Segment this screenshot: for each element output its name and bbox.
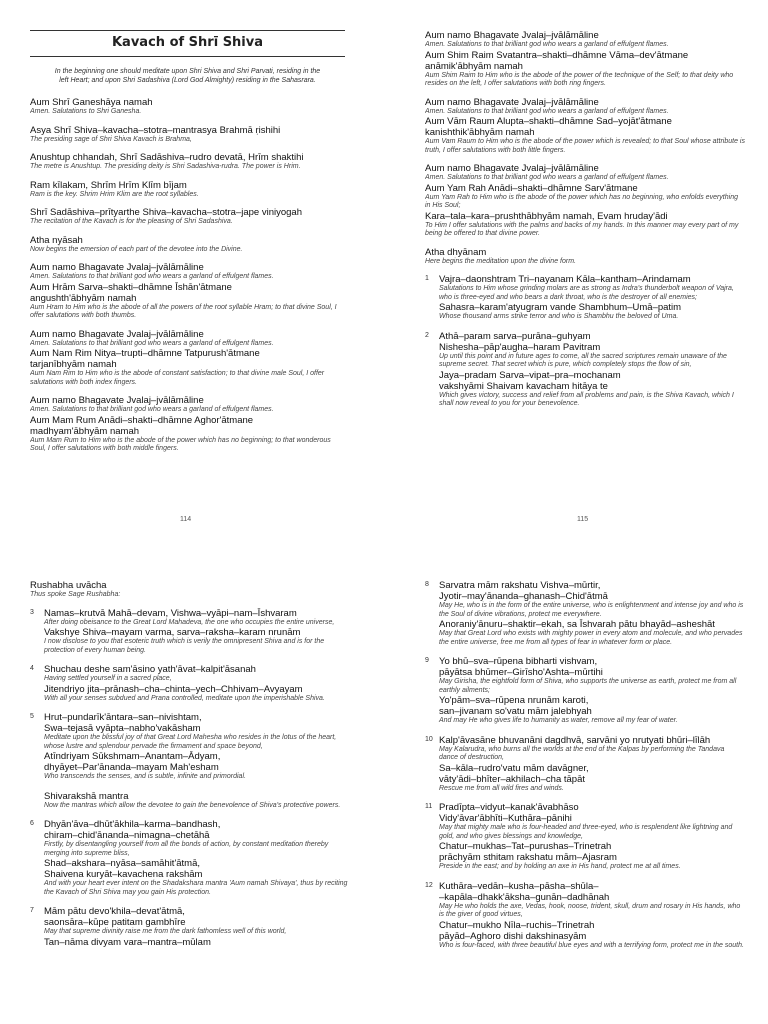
page-number: 114	[180, 516, 192, 523]
sanskrit-line: Sa–kāla–rudro'vatu mām davāgner,	[439, 762, 589, 774]
sanskrit-line: pāyātsa bhūmer–Girīsho'Ashta–mūrtihi	[439, 667, 603, 678]
sanskrit-line: Aum Hrām Sarva–shakti–dhāmne Īshān'ātmane	[30, 281, 232, 293]
translation-text: Now the mantras which allow the devotee to gain the benevolence of Shiva's protective powers.	[44, 801, 341, 809]
mantra-block	[30, 395, 345, 454]
verse-number: 5	[30, 713, 34, 720]
mantra-block	[30, 97, 345, 117]
verse-list	[30, 608, 350, 948]
translation-text: Amen. Salutations to that brilliant god who wears a garland of effulgent flames.	[425, 174, 669, 181]
speaker-header	[30, 580, 350, 600]
verse-block	[425, 802, 745, 872]
verse-number: 3	[30, 608, 34, 616]
page-number: 115	[577, 516, 589, 523]
sanskrit-line: anāmik'ābhyām namah	[425, 60, 523, 72]
translation-text: The presiding sage of Shri Shiva Kavach is Brahma,	[30, 135, 192, 143]
translation-text: May that Great Lord who exists with mighty power in every atom and molecule, and who pervades the entire universe, free me from all types of fear in whatever form or place.	[439, 630, 743, 646]
verse-block	[30, 906, 350, 948]
sanskrit-line: Asya Shrī Shiva–kavacha–stotra–mantrasya Brahmā ṛishihi	[30, 124, 281, 136]
translation-text: Ram is the key. Shrim Hrim Klim are the root syllables.	[30, 190, 199, 198]
sanskrit-line: Jitendriyo jita–prānash–cha–chinta–yech–Chhivam–Avyayam	[44, 683, 303, 695]
mantra-block	[425, 30, 745, 89]
translation-text: To Him I offer salutations with the palms and backs of my hands. In this manner may every part of my being be offered to that divine power.	[425, 221, 739, 237]
mantra-list	[30, 97, 345, 454]
translation-text: Amen. Salutations to that brilliant god who wears a garland of effulgent flames.	[30, 339, 274, 347]
sanskrit-line: Vakshye Shiva–mayam varma, sarva–raksha–karam nrunām	[44, 627, 301, 638]
sanskrit-line: Jaya–pradam Sarva–vipat–pra–mochanam	[439, 369, 621, 381]
translation-text: May He who holds the axe, Vedas, hook, noose, trident, skull, drum and rosary in His hands, who is the giver of good virtues,	[439, 902, 741, 918]
translation-text: Aum Vam Raum to Him who is the abode of the power which is revealed; to that Soul whose attribute is truth, I offer salutations with both little fingers.	[425, 138, 745, 154]
sanskrit-line: Aum namo Bhagavate Jvalaj–jvālāmāline	[425, 30, 599, 41]
translation-text: Amen. Salutations to that brilliant god who wears a garland of effulgent flames.	[30, 406, 274, 413]
title-rule-bottom	[30, 56, 345, 57]
sanskrit-line: Chatur–mukhas–Tat–purushas–Trinetrah	[439, 841, 612, 852]
sanskrit-line: Jyotir–may'ānanda–ghanash–Chid'ātmā	[439, 591, 608, 602]
sanskrit-line: Shuchau deshe sam'āsino yath'āvat–kalpit'āsanah	[44, 664, 256, 675]
translation-text: Who is four-faced, with three beautiful blue eyes and with a terrifying form, protect me in the south.	[439, 941, 744, 949]
sanskrit-line: prāchyām sthitam rakshatu mām–Ajasram	[439, 852, 617, 863]
sanskrit-line: chiram–chid'ānanda–nimagna–chetāhā	[44, 830, 210, 841]
sanskrit-line: Anoraniy'ānuru–shaktir–ekah, sa Īshvarah pātu bhayād–asheshāt	[439, 619, 715, 630]
sanskrit-line: Nishesha–pāp'augha–haram Pavitram	[439, 341, 601, 353]
translation-text: Aum Shim Raim to Him who is the abode of the power of the technique of the Self; to that deity who resides on the left, I offer salutations with both ring fingers.	[425, 71, 734, 87]
mantra-block	[30, 125, 345, 145]
verse-list	[425, 274, 745, 409]
translation-text: Which gives victory, success and relief from all problems and pain, is the Shiva Kavach, which I shall now reveal to you for your benevolence.	[439, 391, 734, 407]
sanskrit-line: Vajra–daonshtram Tri–nayanam Kāla–kantham–Arindamam	[439, 274, 691, 285]
sanskrit-line: Yo bhū–sva–rūpena bibharti vishvam,	[439, 656, 598, 667]
sanskrit-line: Aum Nam Rim Nitya–trupti–dhāmne Tatpurush'ātmane	[30, 348, 260, 359]
translation-text: May He, who is in the form of the entire universe, who is enlightenment and intense joy and who is the Soul of divine vibrations, protect me everywhere.	[439, 602, 744, 618]
sanskrit-line: madhyam'ābhyām namah	[30, 425, 140, 437]
translation-text: With all your senses subdued and Prana controlled, meditate upon the imperishable Shiva.	[44, 694, 325, 702]
sanskrit-line: kanishthik'ābhyām namah	[425, 127, 535, 138]
speaker-translation: Thus spoke Sage Rushabha:	[30, 591, 121, 598]
verse-block	[425, 881, 745, 951]
verse-number: 4	[30, 665, 34, 672]
translation-text: The recitation of the Kavach is for the pleasing of Shri Sadashiva.	[30, 218, 233, 225]
translation-text: May that supreme divinity raise me from the dark fathomless well of this world,	[44, 928, 287, 935]
sanskrit-line: Chatur–mukho Nīla–ruchis–Trinetrah	[439, 919, 595, 931]
verse-number: 9	[425, 657, 429, 664]
translation-text: Amen. Salutations to that brilliant god who wears a garland of effulgent flames.	[425, 107, 669, 115]
translation-text: And may He who gives life to humanity as water, remove all my fear of water.	[439, 717, 678, 724]
sanskrit-line: Aum namo Bhagavate Jvalaj–jvālāmāline	[425, 163, 599, 174]
page-title: Kavach of Shrī Shiva	[111, 35, 264, 50]
translation-text: May that mighty male who is four-headed and three-eyed, who is resplendent like lightning and gold, and who gives blessings and knowledge,	[439, 824, 733, 840]
verse-block	[30, 712, 350, 782]
sanskrit-line: Sahasra–karam'atyugram vande Shambhum–Umā–patim	[439, 302, 682, 313]
sanskrit-line: Tan–nāma divyam vara–mantra–mūlam	[44, 936, 211, 948]
sanskrit-line: Atha dhyānam	[425, 246, 487, 258]
sanskrit-line: Aum Shim Raim Svatantra–shakti–dhāmne Vāma–dev'ātmane	[425, 49, 689, 61]
translation-text: Salutations to Him whose grinding molars are as strong as Indra's thunderbolt weapon of Vajra, who is three-eyed and who bears a dark throat, who is the destroyer of all enemies;	[439, 285, 734, 301]
mantra-block	[425, 163, 745, 239]
sanskrit-line: Aum namo Bhagavate Jvalaj–jvālāmāline	[30, 262, 204, 273]
verse-block	[425, 580, 745, 647]
sanskrit-line: Aum Mam Rum Anādi–shakti–dhāmne Aghor'ātmane	[30, 414, 254, 426]
verse-block	[425, 656, 745, 726]
translation-text: Up until this point and in future ages to come, all the sacred scriptures remain unaware of the supreme secret. That secret which is pure, which completely stops the flow of sin,	[439, 352, 727, 368]
mantra-block	[425, 247, 745, 267]
sanskrit-line: Shaivena kuryāt–kavachena rakshām	[44, 869, 203, 880]
translation-text: Aum Hram to Him who is the abode of all the powers of the root syllable Hram; to that divine Soul, I offer salutations with both thumbs.	[30, 303, 337, 319]
mantra-block	[30, 180, 345, 200]
sanskrit-line: Ram kīlakam, Shrīm Hrīm Klīm bījam	[30, 179, 187, 191]
sanskrit-line: Aum namo Bhagavate Jvalaj–jvālāmāline	[425, 96, 599, 108]
verse-block	[30, 608, 350, 656]
verse-number: 7	[30, 907, 34, 914]
sanskrit-line: dhyāyet–Par'ānanda–mayam Mah'esham	[44, 762, 219, 773]
translation-text: May Girisha, the eightfold form of Shiva, who supports the universe as earth, protect me from all earthly ailments;	[439, 678, 737, 694]
sanskrit-line: tarjanībhyām namah	[30, 359, 117, 370]
sanskrit-line: Sarvatra mām rakshatu Vishva–mūrtir,	[439, 580, 601, 591]
translation-text: Having settled yourself in a sacred place,	[44, 675, 172, 682]
sanskrit-line: pāyād–Aghoro dishi dakshinasyām	[439, 930, 587, 942]
sanskrit-line: Mām pātu devo'khila–devat'ātmā,	[44, 906, 185, 917]
mantra-block	[30, 152, 345, 172]
sanskrit-line: Dhyān'āva–dhūt'ākhila–karma–bandhash,	[44, 819, 221, 830]
translation-text: Amen. Salutations to that brilliant god who wears a garland of effulgent flames.	[30, 273, 274, 280]
page-114	[30, 30, 345, 530]
verse-number: 8	[425, 581, 429, 588]
verse-number: 2	[425, 331, 429, 339]
sanskrit-line: Shrī Sadāshiva–prītyarthe Shiva–kavacha–stotra–jape viniyogah	[30, 207, 302, 218]
mantra-block	[30, 235, 345, 255]
verse-number: 10	[425, 735, 433, 743]
translation-text: I now disclose to you that esoteric truth which is verily the omnipresent Shiva and is for the protection of every human being.	[44, 638, 325, 654]
mantra-block	[30, 207, 345, 227]
translation-text: Preside in the east; and by holding an axe in His hand, protect me at all times.	[439, 863, 681, 870]
verse-block	[30, 819, 350, 897]
sanskrit-line: Aum namo Bhagavate Jvalaj–jvālāmāline	[30, 328, 204, 340]
verse-number: 6	[30, 820, 34, 827]
sanskrit-line: angushth'ābhyām namah	[30, 292, 137, 304]
mantra-block	[425, 97, 745, 156]
sanskrit-line: Atīndriyam Sūkshmam–Anantam–Ādyam,	[44, 751, 221, 762]
translation-text: Aum Nam Rim to Him who is the abode of constant satisfaction; to that divine male Soul, I offer salutations with both index fingers.	[30, 370, 325, 386]
translation-text: Firstly, by disentangling yourself from all the bonds of action, by constant meditation thereby merging into supreme bliss,	[44, 841, 329, 857]
translation-text: The metre is Anushtup. The presiding deity is Shri Sadashiva-rudra. The power is Hrim.	[30, 163, 301, 170]
translation-text: Amen. Salutations to that brilliant god who wears a garland of effulgent flames.	[425, 41, 669, 48]
translation-text: Now begins the emersion of each part of the devotee into the Divine.	[30, 245, 243, 253]
page-115	[425, 30, 745, 530]
sanskrit-line: Aum Vām Raum Alupta–shakti–dhāmne Sad–yojāt'ātmane	[425, 116, 672, 127]
sanskrit-line: Shivarakshā mantra	[44, 790, 129, 802]
verse-list	[425, 580, 745, 950]
verse-number: 12	[425, 881, 433, 889]
verse-block	[425, 274, 745, 322]
translation-text: Aum Mam Rum to Him who is the abode of the power which has no beginning; to that wonderous Soul, I offer salutations with both middle fingers.	[30, 436, 331, 452]
page-117	[425, 580, 745, 1024]
sanskrit-line: Kara–tala–kara–prushthābhyām namah, Evam hruday'ādi	[425, 210, 668, 222]
translation-text: Here begins the meditation upon the divine form.	[425, 257, 576, 265]
sanskrit-line: Kuthāra–vedān–kusha–pāsha–shūla–	[439, 880, 599, 892]
verse-block	[30, 791, 350, 811]
sanskrit-line: vāty'ādi–bhīter–akhilach–cha tāpāt	[439, 773, 585, 785]
verse-block	[425, 735, 745, 794]
sanskrit-line: Swa–tejasā vyāpta–nabho'vakāsham	[44, 723, 201, 734]
sanskrit-line: Atha nyāsah	[30, 234, 83, 246]
translation-text: May Kalarudra, who burns all the worlds at the end of the Kalpas by performing the Tandava dance of destruction,	[439, 745, 725, 761]
sanskrit-line: –kapāla–dhakk'āksha–gunān–dadhānah	[439, 891, 610, 903]
verse-number: 1	[425, 275, 429, 282]
verse-block	[425, 331, 745, 409]
translation-text: Aum Yam Rah to Him who is the abode of the power which has no beginning, who enfolds everything in His Soul;	[425, 193, 738, 209]
verse-number: 11	[425, 803, 433, 810]
sanskrit-line: Aum Shrī Ganeshāya namah	[30, 97, 153, 108]
translation-text: Whose thousand arms strike terror and who is Shambhu the beloved of Uma.	[439, 313, 679, 320]
sanskrit-line: Athā–param sarva–purāna–guhyam	[439, 330, 591, 342]
mantra-block	[30, 262, 345, 321]
sanskrit-line: Aum namo Bhagavate Jvalaj–jvālāmāline	[30, 395, 204, 406]
sanskrit-line: san–jivanam so'vatu mām jalebhyah	[439, 706, 592, 717]
sanskrit-line: vakshyāmi Shaivam kavacham hitāya te	[439, 380, 608, 392]
sanskrit-line: Anushtup chhandah, Shrī Sadāshiva–rudro devatā, Hrīm shaktihi	[30, 152, 304, 163]
mantra-list	[425, 30, 745, 266]
translation-text: Who transcends the senses, and is subtle, infinite and primordial.	[44, 773, 246, 780]
sanskrit-line: Pradīpta–vidyut–kanak'āvabhāso	[439, 802, 579, 813]
intro-text: In the beginning one should meditate upon Shri Shiva and Shri Parvati, residing in the left Heart; and upon Shri Sadashiva (Lord God Almighty) residing in the Sahasrara.	[54, 68, 321, 84]
translation-text: Rescue me from all wild fires and winds.	[439, 784, 564, 792]
verse-block	[30, 664, 350, 703]
sanskrit-line: Kalp'āvasāne bhuvanāni dagdhvā, sarvāni yo nrutyati bhūri–līlāh	[439, 734, 711, 746]
sanskrit-line: Hrut–pundarīk'āntara–san–nivishtam,	[44, 712, 202, 723]
speaker-sanskrit: Rushabha uvācha	[30, 580, 107, 591]
sanskrit-line: Shad–akshara–nyāsa–samāhit'ātmā,	[44, 858, 201, 869]
mantra-block	[30, 329, 345, 388]
translation-text: And with your heart ever intent on the Shadakshara mantra 'Aum namah Shivaya', thus by reciting the Kavach of Shri Shiva may you gain His protection.	[44, 880, 348, 896]
translation-text: After doing obeisance to the Great Lord Mahadeva, the one who occupies the entire universe,	[44, 618, 335, 626]
translation-text: Meditate upon the blissful joy of that Great Lord Mahesha who resides in the lotus of the heart, whose lustre and splendour pervade the firmament and space beyond,	[44, 734, 337, 750]
sanskrit-line: Vidy'āvar'ābhīti–Kuthāra–pānihi	[439, 813, 572, 824]
sanskrit-line: Namas–krutvā Mahā–devam, Vishwa–vyāpi–nam–Īshvaram	[44, 607, 297, 619]
sanskrit-line: Yo'pām–sva–rūpena nrunām karoti,	[439, 695, 589, 706]
page-116	[30, 580, 350, 1024]
sanskrit-line: saonsāra–kūpe patitam gambhīre	[44, 917, 186, 928]
translation-text: Amen. Salutations to Shri Ganesha.	[30, 108, 142, 115]
sanskrit-line: Aum Yam Rah Anādi–shakti–dhāmne Sarv'ātmane	[425, 182, 638, 194]
